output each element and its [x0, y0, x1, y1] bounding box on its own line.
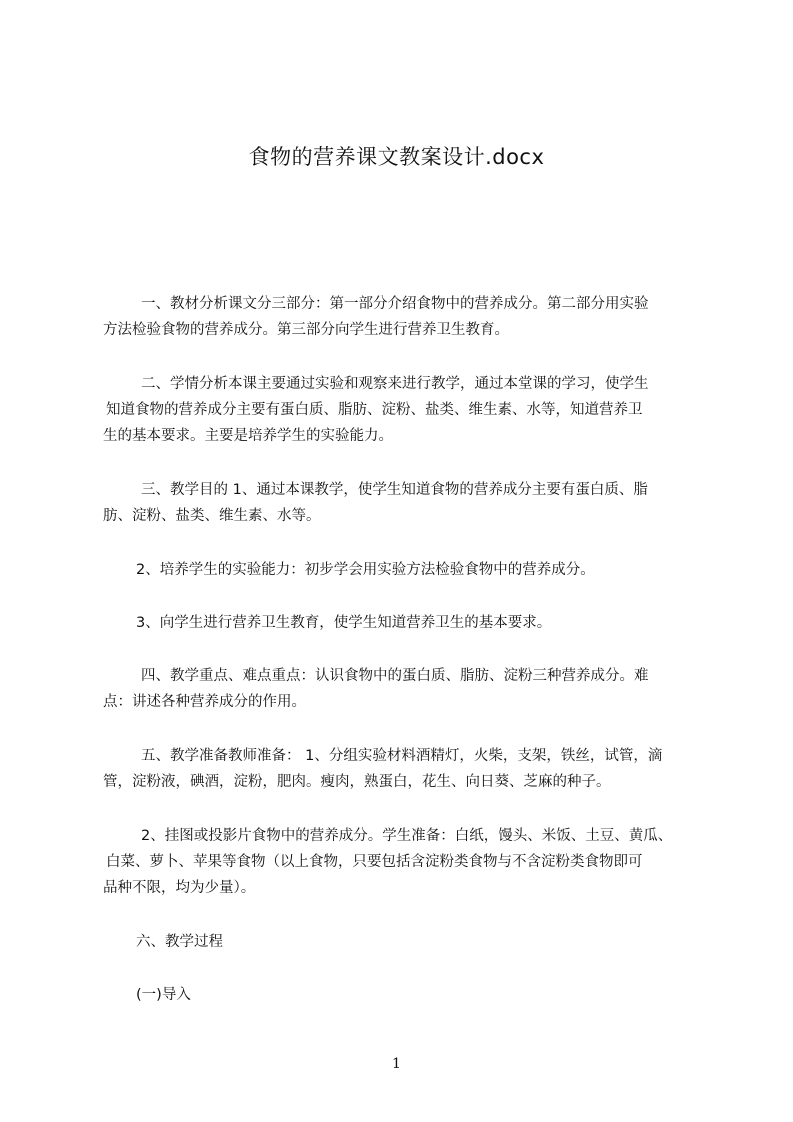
paragraph-line: 2、挂图或投影片食物中的营养成分。学生准备：白纸，馒头、米饭、土豆、黄瓜、 [141, 828, 673, 844]
section-heading: 六、教学过程 [136, 934, 223, 950]
subsection-heading: (一)导入 [136, 987, 191, 1003]
document-title: 食物的营养课文教案设计.docx [248, 145, 545, 169]
page-number: 1 [392, 1056, 401, 1072]
paragraph-line: 品种不限，均为少量）。 [103, 880, 256, 896]
paragraph-line: 2、培养学生的实验能力：初步学会用实验方法检验食物中的营养成分。 [136, 562, 595, 578]
paragraph-line: 三、教学目的 1、通过本课教学，使学生知道食物的营养成分主要有蛋白质、脂 [141, 482, 648, 498]
paragraph-line: 点：讲述各种营养成分的作用。 [103, 694, 306, 710]
paragraph-line: 肪、淀粉、盐类、维生素、水等。 [103, 508, 321, 524]
paragraph-line: 四、教学重点、难点重点：认识食物中的蛋白质、脂肪、淀粉三种营养成分。难 [141, 668, 649, 684]
paragraph-line: 白菜、萝卜、苹果等食物（以上食物，只要包括含淀粉类食物与不含淀粉类食物即可 [106, 854, 643, 870]
paragraph-line: 五、教学准备教师准备： 1、分组实验材料酒精灯，火柴，支架，铁丝，试管，滴 [141, 748, 663, 764]
paragraph-line: 生的基本要求。主要是培养学生的实验能力。 [103, 428, 393, 444]
paragraph-line: 二、学情分析本课主要通过实验和观察来进行教学，通过本堂课的学习，使学生 [141, 376, 649, 392]
paragraph-line: 一、教材分析课文分三部分：第一部分介绍食物中的营养成分。第二部分用实验 [141, 296, 649, 312]
paragraph-line: 知道食物的营养成分主要有蛋白质、脂肪、淀粉、盐类、维生素、水等，知道营养卫 [106, 402, 643, 418]
paragraph-line: 方法检验食物的营养成分。第三部分向学生进行营养卫生教育。 [103, 322, 509, 338]
paragraph-line: 管，淀粉液，碘酒，淀粉，肥肉。瘦肉，熟蛋白，花生、向日葵、芝麻的种子。 [103, 774, 611, 790]
paragraph-line: 3、向学生进行营养卫生教育，使学生知道营养卫生的基本要求。 [136, 615, 552, 631]
